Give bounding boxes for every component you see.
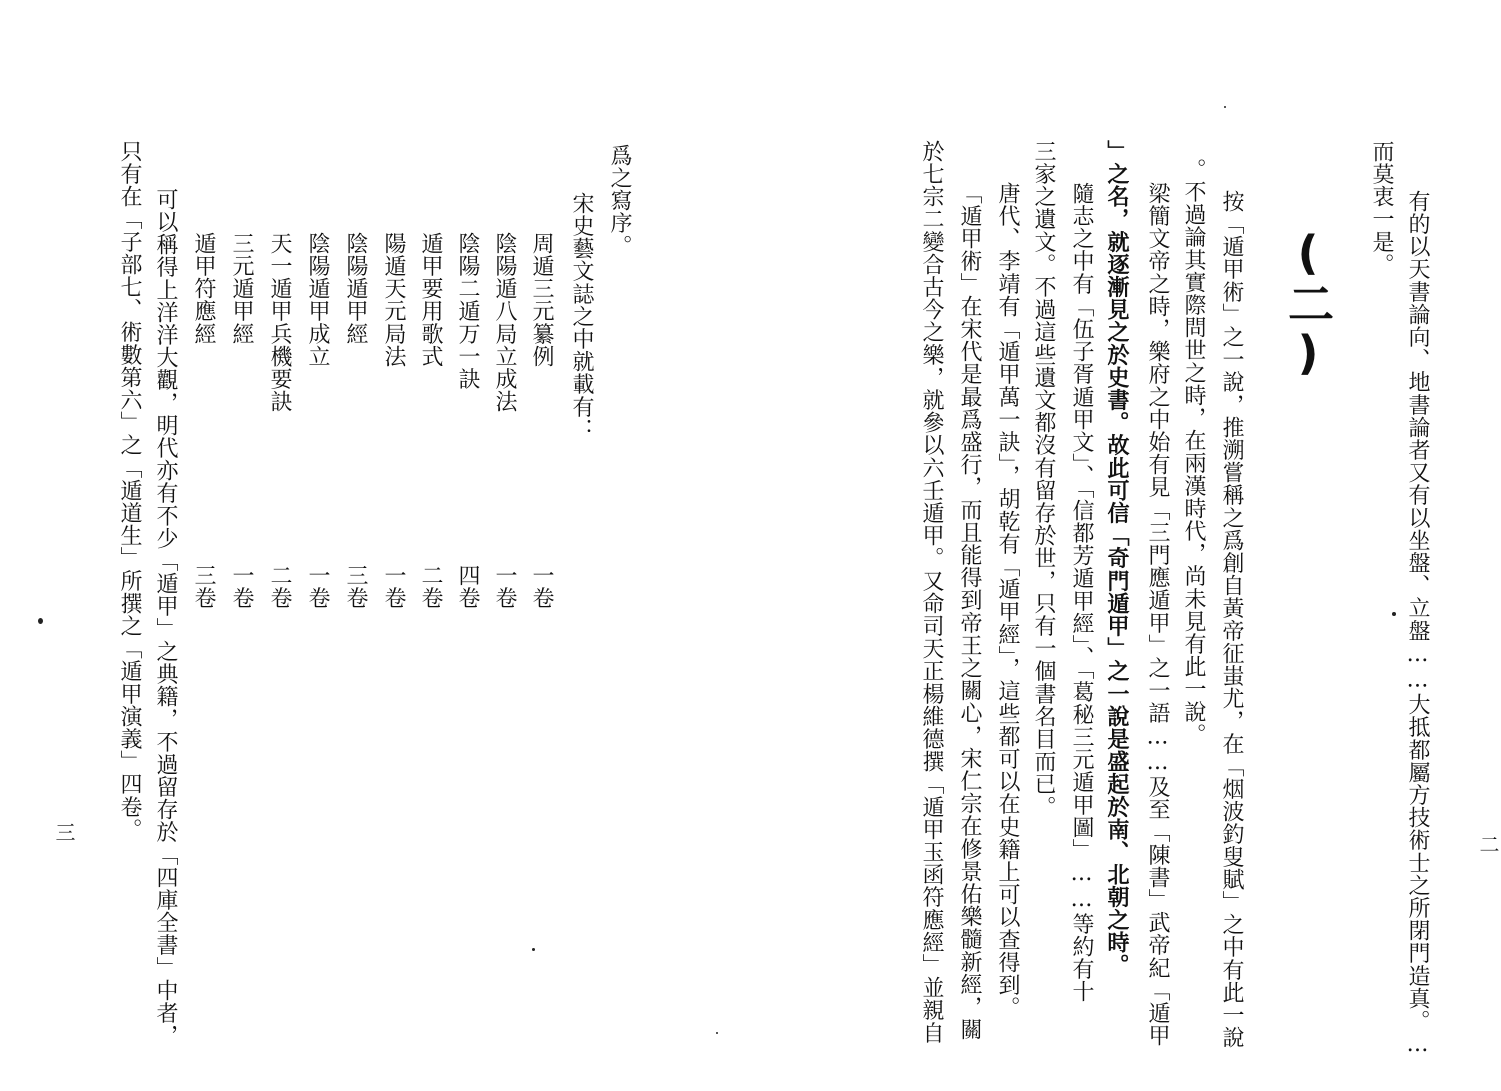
book-volumes: 三卷 xyxy=(343,564,368,610)
book-title: 陰陽遁甲成立 xyxy=(305,232,330,368)
book-title: 陰陽二遁万一訣 xyxy=(455,232,480,391)
book-title: 周遁三元纂例 xyxy=(529,232,554,368)
book-volumes: 三卷 xyxy=(191,564,216,610)
book-volumes: 二卷 xyxy=(418,564,443,610)
book-title: 天一遁甲兵機要訣 xyxy=(267,232,292,413)
scan-speck xyxy=(1224,106,1226,108)
text-column: 有的以天書論向、地書論者又有以坐盤、立盤……大抵都屬方技術士之所閉門造真。… xyxy=(1405,190,1430,1058)
right-page xyxy=(750,0,1501,1091)
scan-speck xyxy=(38,618,43,624)
book-volumes: 二卷 xyxy=(267,564,292,610)
book-volumes: 一卷 xyxy=(529,564,554,610)
book-title: 遁甲要用歌式 xyxy=(418,232,443,368)
book-title: 陽遁天元局法 xyxy=(381,232,406,368)
closing-line: 可以稱得上洋洋大觀，明代亦有不少「遁甲」之典籍，不過留存於「四庫全書」中者， xyxy=(153,188,178,1047)
book-title: 遁甲符應經 xyxy=(191,232,216,345)
text-column: 。不過論其實際問世之時，在兩漢時代，尚未見有此一說。 xyxy=(1181,158,1206,746)
intro-line: 宋史藝文誌之中就載有： xyxy=(569,192,594,441)
closing-line: 只有在「子部七、術數第六」之「遁道生」所撰之「遁甲演義」四卷。 xyxy=(117,140,142,841)
book-volumes: 一卷 xyxy=(381,564,406,610)
page-number: 二 xyxy=(1476,834,1500,854)
scan-speck xyxy=(1392,612,1396,616)
text-column: 按「遁甲術」之一說，推溯嘗稱之爲創自黃帝征蚩尤，在「烟波釣叟賦」之中有此一說 xyxy=(1219,190,1244,1049)
book-title: 三元遁甲經 xyxy=(229,232,254,345)
text-column: 梁簡文帝之時，樂府之中始有見「三門應遁甲」之一語……及至「陳書」武帝紀「遁甲 xyxy=(1145,182,1170,1047)
book-title: 陰陽遁甲經 xyxy=(343,232,368,345)
text-column: 唐代、李靖有「遁甲萬一訣」，胡乾有「遁甲經」，這些都可以在史籍上可以查得到。 xyxy=(995,182,1020,1019)
book-title: 陰陽遁八局立成法 xyxy=(492,232,517,413)
text-column: 」之名，就逐漸見之於史書。故此可信「奇門遁甲」之一說是盛起於南、北朝之時。 xyxy=(1104,140,1130,977)
text-column: 於七宗二變合古今之樂，就參以六壬遁甲。又命司天正楊維德撰「遁甲玉函符應經」並親自 xyxy=(919,140,944,1044)
text-column: 而莫衷一是。 xyxy=(1369,140,1394,276)
book-volumes: 四卷 xyxy=(455,564,480,610)
scan-speck xyxy=(716,1032,718,1034)
section-heading: (二) xyxy=(1281,226,1335,380)
text-column: 「遁甲術」在宋代是最爲盛行，而且能得到帝王之關心，宋仁宗在修景佑樂髓新經，關 xyxy=(957,182,982,1041)
book-volumes: 一卷 xyxy=(492,564,517,610)
book-volumes: 一卷 xyxy=(229,564,254,610)
page-number: 三 xyxy=(52,822,76,842)
scan-speck xyxy=(532,948,535,951)
text-column: 三家之遺文。不過這些遺文都沒有留存於世，只有一個書名目而已。 xyxy=(1031,140,1056,818)
book-volumes: 一卷 xyxy=(305,564,330,610)
left-page xyxy=(0,0,750,1091)
text-column: 隨志之中有「伍子胥遁甲文」、「信都芳遁甲經」、「葛秘三元遁甲圖」……等約有十 xyxy=(1069,182,1094,1003)
intro-line: 爲之寫序。 xyxy=(607,144,632,257)
